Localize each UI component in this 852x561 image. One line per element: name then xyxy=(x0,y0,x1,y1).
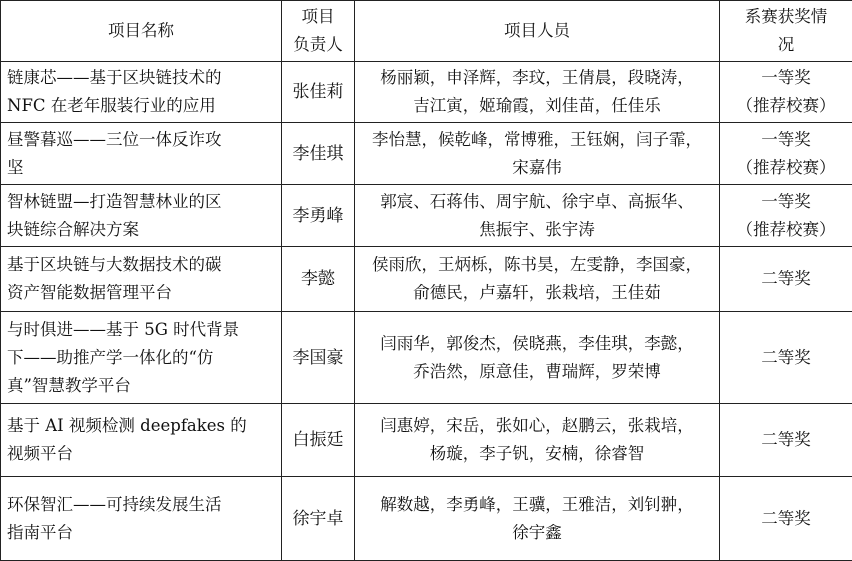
project-members-cell xyxy=(355,123,720,185)
project-name-line: 基于区块链与大数据技术的碳 xyxy=(7,251,275,279)
project-name-cell xyxy=(1,62,282,123)
project-name-cell xyxy=(1,247,282,312)
project-name-line: 基于 AI 视频检测 deepfakes 的 xyxy=(7,412,275,440)
award-line: 一等奖 xyxy=(726,64,846,92)
members-line: 俞德民，卢嘉轩，张栽培，王佳茹 xyxy=(361,279,713,307)
members-line: 杨丽颖，申泽辉，李玟，王倩晨，段晓涛， xyxy=(361,64,713,92)
members-line: 焦振宇、张宇涛 xyxy=(361,216,713,244)
header-project-name-text: 项目名称 xyxy=(7,17,275,45)
award-cell xyxy=(720,404,852,477)
project-name-line: 链康芯——基于区块链技术的 xyxy=(7,64,275,92)
award-cell xyxy=(720,477,852,561)
project-leader-cell: 李佳琪 xyxy=(282,123,355,185)
award-line: 二等奖 xyxy=(726,265,846,293)
award-line: 二等奖 xyxy=(726,426,846,454)
project-name-line: 坚 xyxy=(7,154,275,182)
project-members-cell xyxy=(355,247,720,312)
header-members-text: 项目人员 xyxy=(361,17,713,45)
project-name-line: 智林链盟—打造智慧林业的区 xyxy=(7,188,275,216)
award-cell xyxy=(720,123,852,185)
header-award-line-1: 系赛获奖情 xyxy=(726,3,846,31)
members-line: 解数越，李勇峰，王骥，王雅洁，刘钊翀， xyxy=(361,491,713,519)
award-line: 二等奖 xyxy=(726,505,846,533)
award-line: （推荐校赛） xyxy=(726,216,846,244)
header-project-leader xyxy=(282,1,355,62)
members-line: 李怡慧，候乾峰，常博雅，王钰娴，闫子霏， xyxy=(361,126,713,154)
members-line: 闫雨华，郭俊杰，侯晓燕，李佳琪，李懿， xyxy=(361,330,713,358)
table-row xyxy=(1,247,852,312)
table-row xyxy=(1,404,852,477)
project-members-cell xyxy=(355,62,720,123)
project-name-line: 块链综合解决方案 xyxy=(7,216,275,244)
project-leader-cell: 张佳莉 xyxy=(282,62,355,123)
project-leader-cell: 白振廷 xyxy=(282,404,355,477)
project-name-cell xyxy=(1,123,282,185)
project-name-line: 环保智汇——可持续发展生活 xyxy=(7,491,275,519)
project-name-line: 资产智能数据管理平台 xyxy=(7,279,275,307)
award-line: 一等奖 xyxy=(726,126,846,154)
header-award xyxy=(720,1,852,62)
project-name-line: 视频平台 xyxy=(7,440,275,468)
table-row xyxy=(1,185,852,247)
project-name-cell xyxy=(1,477,282,561)
award-cell xyxy=(720,62,852,123)
project-name-line: 下——助推产学一体化的“仿 xyxy=(7,344,275,372)
award-line: 二等奖 xyxy=(726,344,846,372)
project-members-cell xyxy=(355,404,720,477)
project-name-cell xyxy=(1,185,282,247)
table-row xyxy=(1,62,852,123)
header-award-line-2: 况 xyxy=(726,31,846,59)
header-leader-line-2: 负责人 xyxy=(288,31,348,59)
project-leader-cell: 徐宇卓 xyxy=(282,477,355,561)
project-name-line: 与时俱进——基于 5G 时代背景 xyxy=(7,316,275,344)
award-line: 一等奖 xyxy=(726,188,846,216)
members-line: 吉江寅，姬瑜霞，刘佳苗，任佳乐 xyxy=(361,92,713,120)
header-project-name xyxy=(1,1,282,62)
award-cell xyxy=(720,312,852,404)
header-leader-line-1: 项目 xyxy=(288,3,348,31)
members-line: 闫惠婷，宋岳，张如心，赵鹏云，张栽培， xyxy=(361,412,713,440)
project-name-line: 真”智慧教学平台 xyxy=(7,372,275,400)
members-line: 乔浩然，原意佳，曹瑞辉，罗荣博 xyxy=(361,358,713,386)
members-line: 宋嘉伟 xyxy=(361,154,713,182)
project-leader-cell: 李懿 xyxy=(282,247,355,312)
members-line: 杨璇，李子钒，安楠，徐睿智 xyxy=(361,440,713,468)
members-line: 郭宸、石蒋伟、周宇航、徐宇卓、高振华、 xyxy=(361,188,713,216)
project-leader-cell: 李国豪 xyxy=(282,312,355,404)
project-members-cell xyxy=(355,477,720,561)
project-leader-cell: 李勇峰 xyxy=(282,185,355,247)
project-name-line: NFC 在老年服装行业的应用 xyxy=(7,92,275,120)
award-cell xyxy=(720,185,852,247)
table-row xyxy=(1,123,852,185)
project-name-line: 指南平台 xyxy=(7,519,275,547)
table-row xyxy=(1,312,852,404)
header-row xyxy=(1,1,852,62)
award-line: （推荐校赛） xyxy=(726,154,846,182)
project-name-cell xyxy=(1,312,282,404)
header-project-members xyxy=(355,1,720,62)
members-line: 侯雨欣，王炳栎，陈书昊，左雯静，李国豪， xyxy=(361,251,713,279)
project-members-cell xyxy=(355,185,720,247)
project-name-cell xyxy=(1,404,282,477)
members-line: 徐宇鑫 xyxy=(361,519,713,547)
award-line: （推荐校赛） xyxy=(726,92,846,120)
project-members-cell xyxy=(355,312,720,404)
project-name-line: 昼警暮巡——三位一体反诈攻 xyxy=(7,126,275,154)
award-cell xyxy=(720,247,852,312)
table-row xyxy=(1,477,852,561)
